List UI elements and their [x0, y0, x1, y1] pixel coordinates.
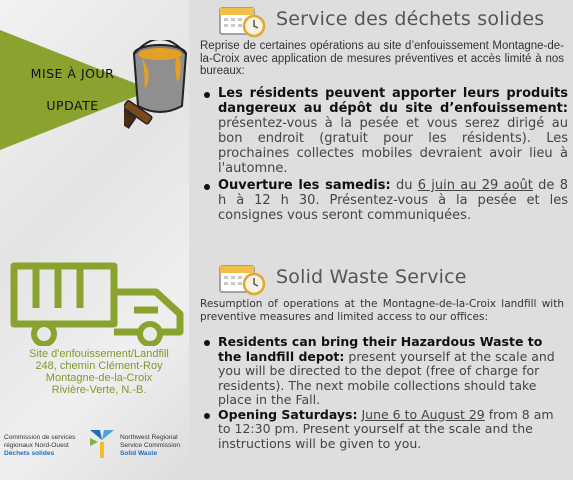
calendar-clock-icon: [218, 4, 266, 38]
bullet-text: présentez-vous à la pesée et vous serez dirigé au bon endroit (gratuit pour les résidents). Les prochaines collectes mobiles devraient avoir lieu à l'automne.: [218, 116, 568, 176]
bullet-bold: Les résidents peuvent apporter leurs produits dangereux au dépôt du site d’enfouissement:: [218, 86, 568, 116]
logo-line: Commission de services: [4, 434, 76, 441]
bullet-text: from 8 am to 12:30 pm. Present yourself at the scale and the instructions will be given to you.: [218, 406, 554, 451]
garbage-truck-icon: [8, 258, 188, 346]
commission-logo-icon: [88, 428, 116, 460]
calendar-clock-icon: [218, 262, 266, 296]
list-item: [200, 86, 568, 176]
bullet-text: de 8 h à 12 h 30. Présentez-vous à la pesée et les consignes vous seront communiquées.: [218, 178, 568, 223]
bullet-bold: Opening Saturdays:: [218, 406, 358, 422]
bullet-bold: Ouverture les samedis:: [218, 178, 391, 193]
logo-text-fr: [4, 434, 75, 458]
commission-logo: [4, 424, 199, 464]
french-section-title: Service des déchets solides: [276, 8, 545, 30]
list-item: [200, 335, 568, 408]
french-intro: Reprise de certaines opérations au site d’enfouissement Montagne-de-la-Croix avec application de mesures préventives et accès limité à nos bureaux:: [200, 40, 564, 77]
list-item: [200, 178, 568, 223]
bullet-text: du: [390, 178, 418, 193]
address-line: Rivière-Verte, N.-B.: [51, 384, 147, 396]
paint-bucket-icon: [124, 40, 196, 130]
list-item: [200, 408, 568, 452]
date-range: June 6 to August 29: [361, 406, 485, 422]
english-intro: Resumption of operations at the Montagne-de-la-Croix landfill with preventive measures and limited access to our offices:: [200, 298, 564, 323]
logo-line: Solid Waste: [120, 450, 158, 457]
english-section-title: Solid Waste Service: [276, 266, 467, 288]
english-bullet-list: [200, 335, 568, 451]
landfill-address: [4, 348, 194, 396]
logo-line: Northwest Regional: [120, 434, 178, 441]
bullet-text: present yourself at the scale and you will be directed to the depot (free of charge for residents). The next mobile collections should take place in the Fall.: [218, 348, 555, 407]
logo-line: Déchets solides: [4, 450, 55, 457]
french-bullet-list: [200, 86, 568, 225]
address-line: Montagne-de-la-Croix: [45, 372, 153, 384]
address-line: 248, chemin Clément-Roy: [35, 360, 163, 372]
banner-line-fr: MISE À JOUR: [30, 66, 115, 81]
banner-line-en: UPDATE: [46, 98, 99, 113]
date-range: 6 juin au 29 août: [417, 178, 533, 193]
left-panel: [0, 0, 199, 480]
bullet-bold: Residents can bring their Hazardous Waste to the landfill depot:: [218, 334, 543, 364]
address-line: Site d'enfouissement/Landfill: [29, 348, 169, 360]
logo-text-en: [120, 434, 180, 458]
logo-line: régionaux Nord-Ouest: [4, 442, 69, 449]
logo-line: Service Commission: [120, 442, 181, 449]
